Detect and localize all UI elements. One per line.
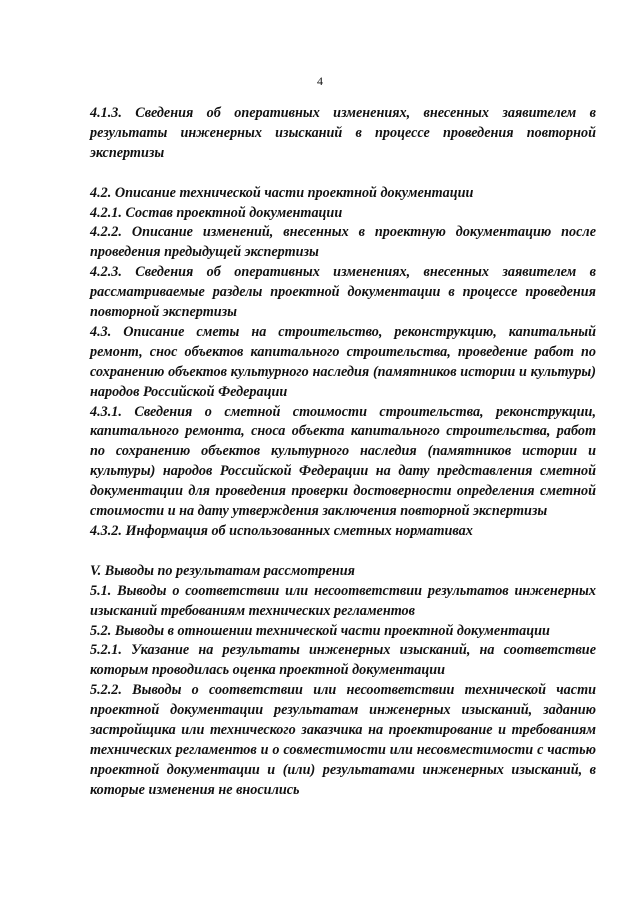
section-v: V. Выводы по результатам рассмотрения (90, 562, 355, 579)
section-4-2-2: 4.2.2. Описание изменений, внесенных в проектную документацию после проведения предыдущей экспертизы (90, 224, 596, 261)
section-4-3-2: 4.3.2. Информация об использованных сметных нормативах (90, 523, 473, 540)
blank-line (90, 164, 596, 184)
section-4-3-1: 4.3.1. Сведения о сметной стоимости строительства, реконструкции, капитального ремонта, сноса объекта капитального строительства, работ по сохранению объектов культурного наследия (памятников истории и культуры) народов Российской Федерации на дату представления сметной документации для проведения проверки достоверности определения сметной стоимости и на дату утверждения заключения повторной экспертизы (90, 403, 596, 520)
page-number: 4 (317, 74, 323, 88)
section-5-2-1: 5.2.1. Указание на результаты инженерных изысканий, на соответствие которым проводилась оценка проектной документации (90, 642, 596, 679)
section-4-3: 4.3. Описание сметы на строительство, реконструкцию, капитальный ремонт, снос объектов капитального строительства, проведение работ по сохранению объектов культурного наследия (памятников истории и культуры) народов Российской Федерации (90, 323, 596, 400)
section-4-2-3: 4.2.3. Сведения об оперативных изменениях, внесенных заявителем в рассматриваемые разделы проектной документации в процессе проведения повторной экспертизы (90, 264, 596, 321)
section-5-1: 5.1. Выводы о соответствии или несоответствии результатов инженерных изысканий требованиям технических регламентов (90, 582, 596, 619)
section-4-1-3: 4.1.3. Сведения об оперативных изменениях, внесенных заявителем в результаты инженерных изысканий в процессе проведения повторной экспертизы (90, 105, 596, 161)
section-4-2: 4.2. Описание технической части проектной документации (90, 184, 474, 201)
section-5-2: 5.2. Выводы в отношении технической части проектной документации (90, 622, 550, 639)
section-4-2-1: 4.2.1. Состав проектной документации (90, 204, 343, 221)
document-body (90, 104, 596, 801)
section-5-2-2: 5.2.2. Выводы о соответствии или несоответствии технической части проектной документации результатам инженерных изысканий, заданию застройщика или технического заказчика на проектирование и требованиям технических регламентов и о совместимости или несовместимости с частью проектной документации и (или) результатами инженерных изысканий, в которые изменения не вносились (90, 682, 596, 798)
blank-line (90, 542, 596, 562)
